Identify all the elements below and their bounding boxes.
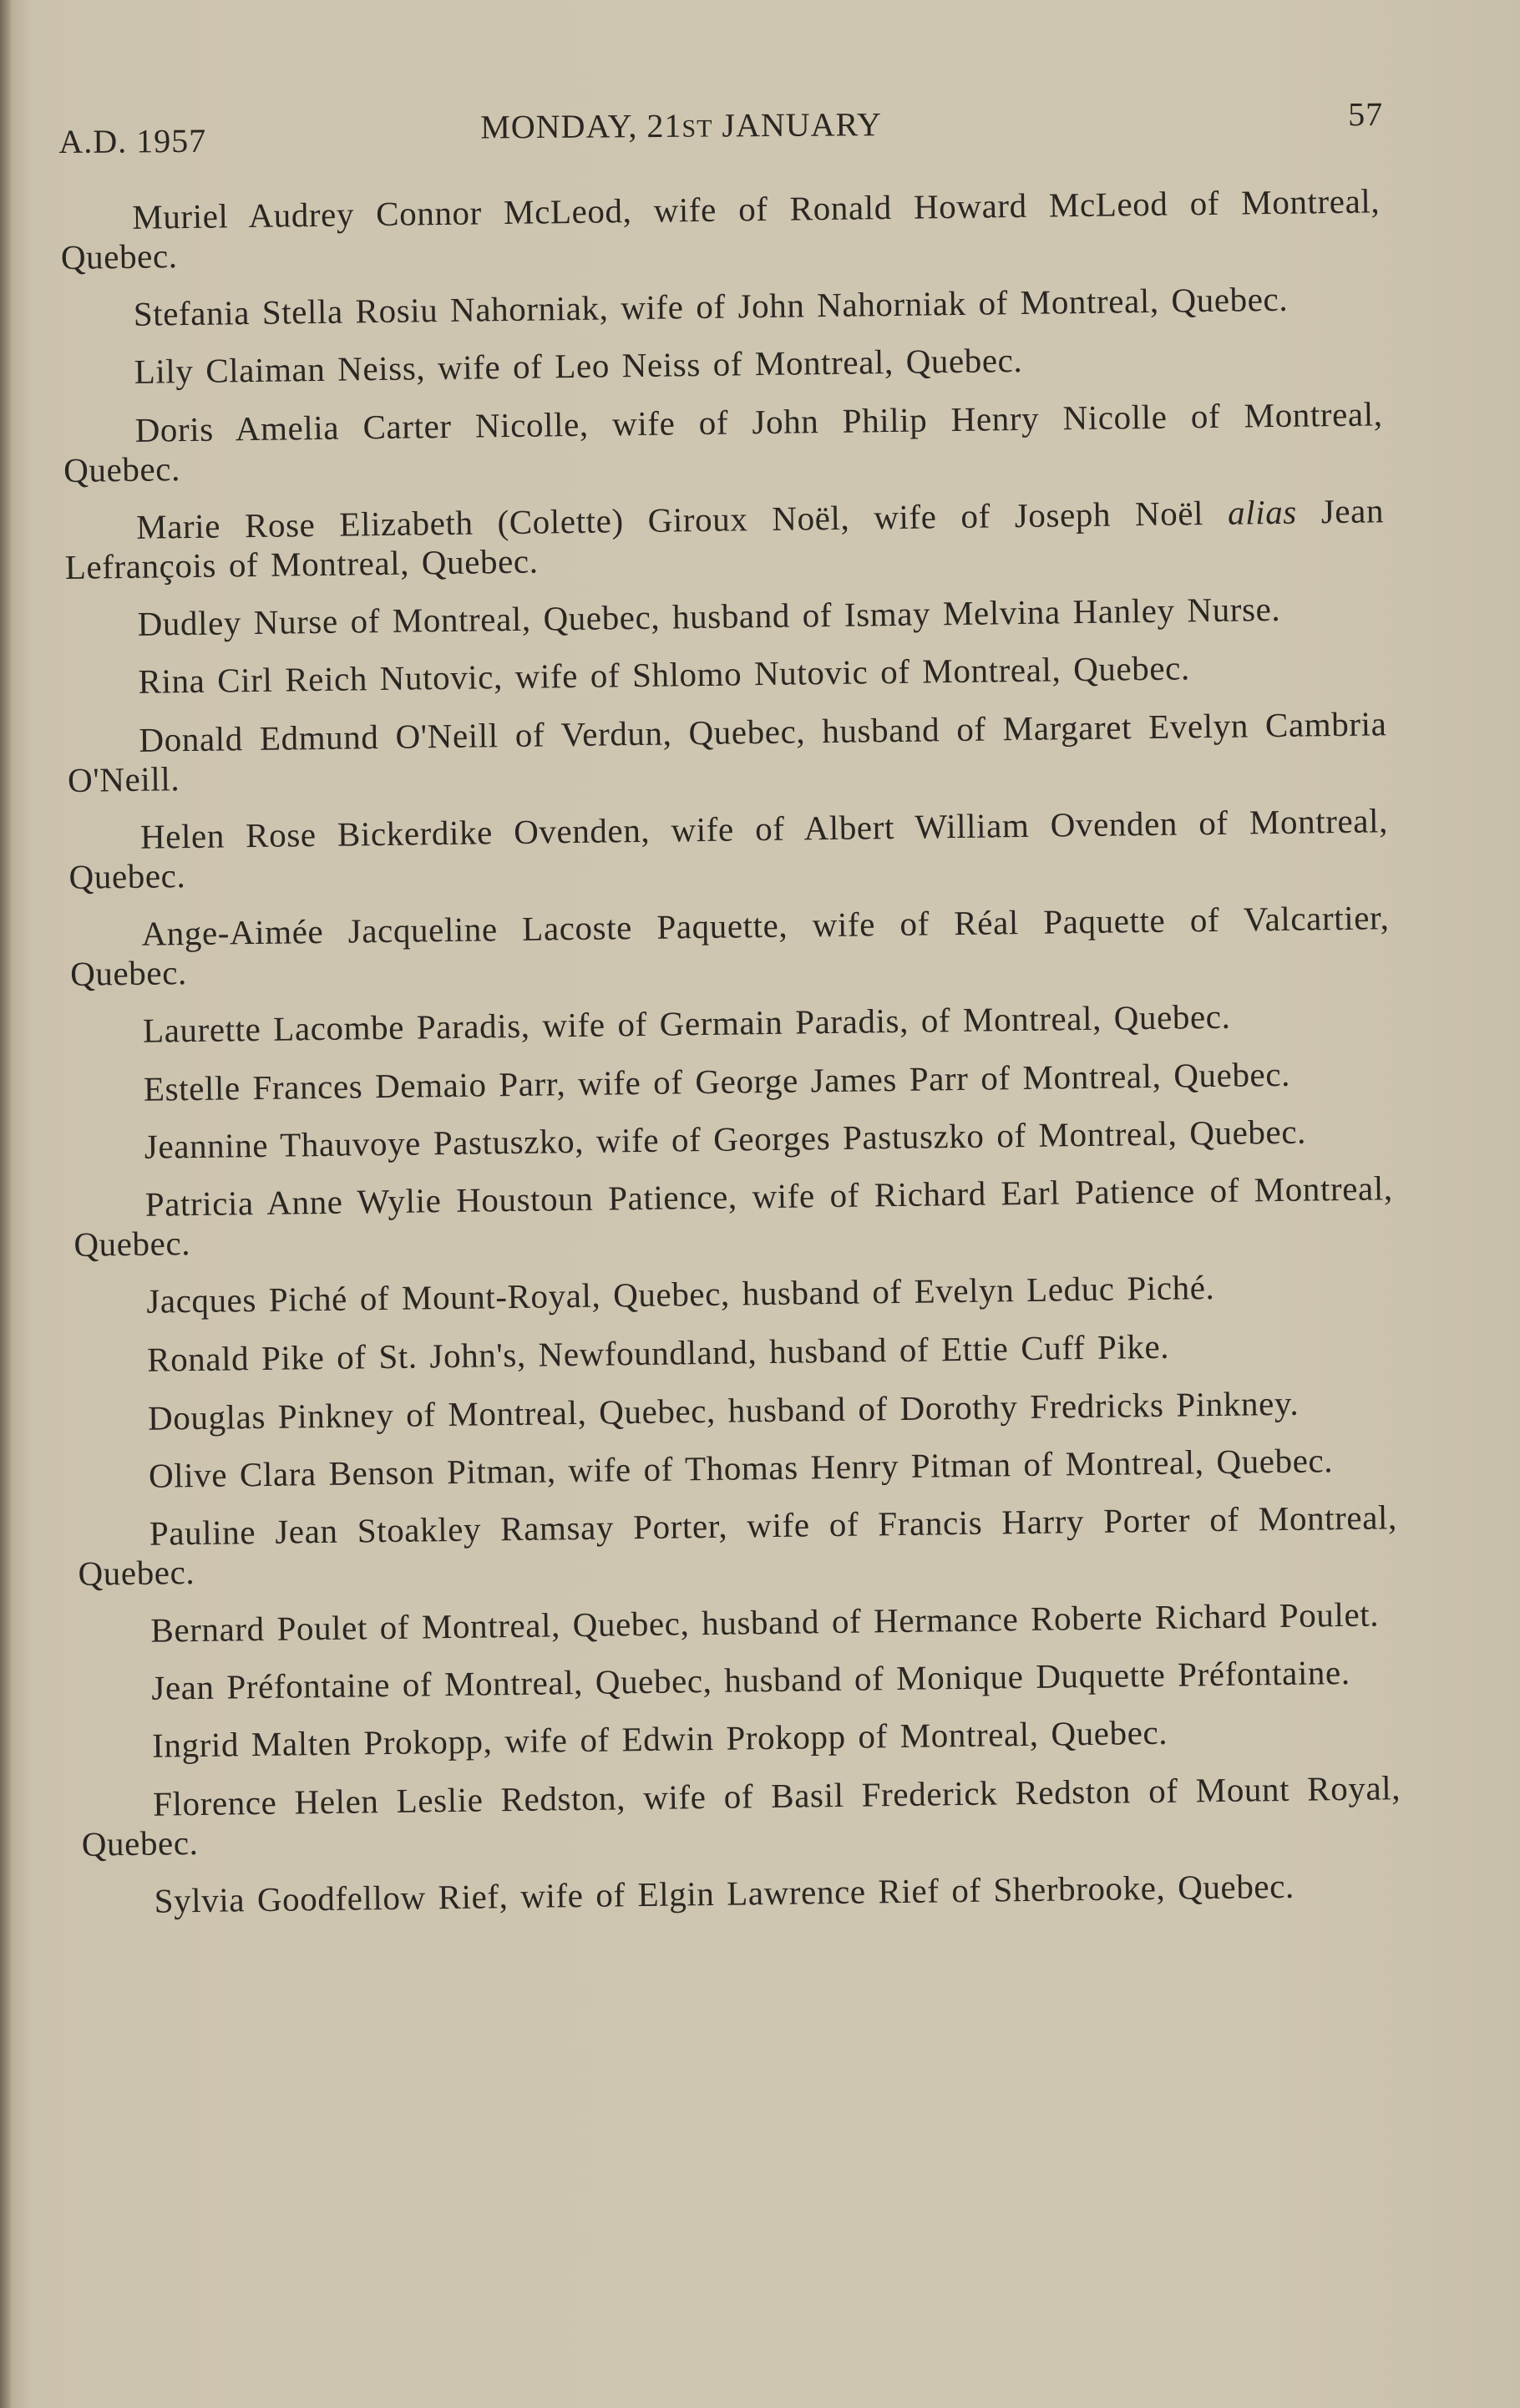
entry: Sylvia Goodfellow Rief, wife of Elgin Lawrence Rief of Sherbrooke, Quebec. xyxy=(154,1866,1295,1920)
entry: Dudley Nurse of Montreal, Quebec, husband of Ismay Melvina Hanley Nurse. xyxy=(137,589,1281,643)
entry: Pauline Jean Stoakley Ramsay Porter, wife of Francis Harry Porter of Montreal, Quebec. xyxy=(78,1498,1398,1593)
page-number: 57 xyxy=(1348,94,1384,134)
header-date-month: JANUARY xyxy=(712,105,883,144)
entry-list xyxy=(60,181,1402,1940)
entry: Estelle Frances Demaio Parr, wife of George James Parr of Montreal, Quebec. xyxy=(143,1054,1291,1108)
entry: Bernard Poulet of Montreal, Quebec, husband of Hermance Roberte Richard Poulet. xyxy=(150,1594,1380,1650)
header-date-suffix: ST xyxy=(681,114,713,143)
running-header xyxy=(58,89,1384,165)
entry: Jacques Piché of Mount-Royal, Quebec, husband of Evelyn Leduc Piché. xyxy=(145,1268,1215,1321)
header-date xyxy=(480,104,882,146)
entry: Florence Helen Leslie Redston, wife of Basil Frederick Redston of Mount Royal, Quebec. xyxy=(81,1768,1401,1863)
header-date-day: MONDAY, 21 xyxy=(480,106,682,146)
entry-italic-alias: alias xyxy=(1227,492,1298,532)
page-spine-shadow xyxy=(0,0,12,2408)
entry-text: Marie Rose Elizabeth (Colette) Giroux Noël, wife of Joseph Noël xyxy=(135,493,1229,546)
entry: Olive Clara Benson Pitman, wife of Thomas Henry Pitman of Montreal, Quebec. xyxy=(148,1441,1334,1495)
entry: Stefania Stella Rosiu Nahorniak, wife of John Nahorniak of Montreal, Quebec. xyxy=(133,279,1289,333)
header-year: A.D. 1957 xyxy=(58,121,207,160)
entry: Jeannine Thauvoye Pastuszko, wife of Georges Pastuszko of Montreal, Quebec. xyxy=(144,1112,1307,1166)
entry: Jean Préfontaine of Montreal, Quebec, husband of Monique Duquette Préfontaine. xyxy=(151,1652,1350,1707)
entry: Laurette Lacombe Paradis, wife of Germain Paradis, of Montreal, Quebec. xyxy=(142,996,1231,1050)
entry: Muriel Audrey Connor McLeod, wife of Ronald Howard McLeod of Montreal, Quebec. xyxy=(60,181,1381,276)
entry: Helen Rose Bickerdike Ovenden, wife of Albert William Ovenden of Montreal, Quebec. xyxy=(68,801,1389,896)
entry: Donald Edmund O'Neill of Verdun, Quebec, husband of Margaret Evelyn Cambria O'Neill. xyxy=(67,704,1387,799)
entry: Ingrid Malten Prokopp, wife of Edwin Prokopp of Montreal, Quebec. xyxy=(151,1712,1168,1765)
entry: Ronald Pike of St. John's, Newfoundland, husband of Ettie Cuff Pike. xyxy=(146,1326,1170,1379)
entry: Doris Amelia Carter Nicolle, wife of John Philip Henry Nicolle of Montreal, Quebec. xyxy=(63,394,1383,489)
entry: Patricia Anne Wylie Houstoun Patience, wife of Richard Earl Patience of Montreal, Quebec. xyxy=(73,1169,1393,1264)
entry-text: Jean Lefrançois of Montreal, Quebec. xyxy=(64,491,1385,586)
entry: Lily Claiman Neiss, wife of Leo Neiss of Montreal, Quebec. xyxy=(134,340,1023,391)
entry xyxy=(64,491,1385,587)
entry: Rina Cirl Reich Nutovic, wife of Shlomo Nutovic of Montreal, Quebec. xyxy=(138,648,1191,701)
entry: Douglas Pinkney of Montreal, Quebec, husband of Dorothy Fredricks Pinkney. xyxy=(147,1383,1300,1437)
entry: Ange-Aimée Jacqueline Lacoste Paquette, wife of Réal Paquette of Valcartier, Quebec. xyxy=(69,898,1390,993)
